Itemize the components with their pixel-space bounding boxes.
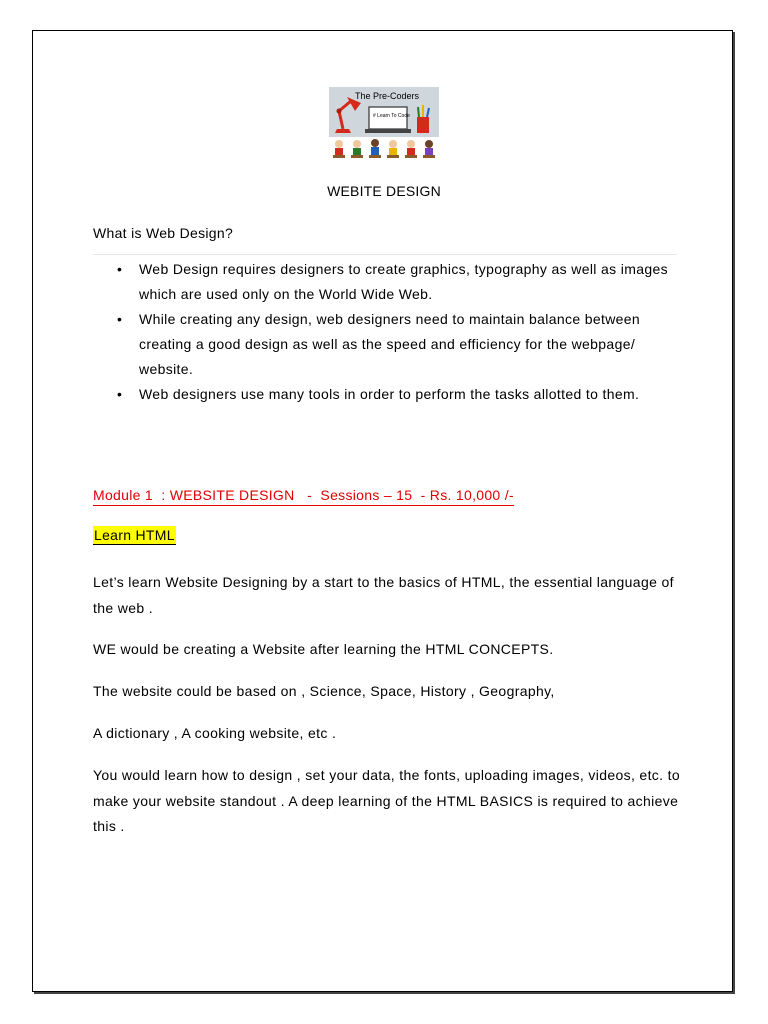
- page-border: [32, 30, 733, 992]
- bullet-text: Web designers use many tools in order to perform the tasks allotted to them.: [139, 386, 640, 402]
- lamp-laptop-kids-logo-icon: [329, 87, 439, 164]
- paragraph-intro: Let’s learn Website Designing by a start to the basics of HTML, the essential language of the web .: [93, 574, 674, 616]
- paragraph-website: WE would be creating a Website after learning the HTML CONCEPTS.: [93, 641, 554, 657]
- learn-html-heading: Learn HTML: [94, 527, 175, 543]
- logo-caption: The Pre-Coders: [355, 91, 420, 101]
- bullet-text: While creating any design, web designers need to maintain balance between creating a good design as well as the speed and efficiency for the webpage/ website.: [139, 311, 641, 377]
- list-item: [93, 382, 683, 407]
- list-item: [93, 307, 683, 382]
- section-question-heading: What is Web Design?: [93, 225, 234, 241]
- divider: [93, 254, 677, 255]
- module-heading: Module 1 : WEBSITE DESIGN - Sessions – 15 - Rs. 10,000 /-: [93, 486, 514, 506]
- paragraph-topics: The website could be based on , Science, Space, History , Geography,: [93, 683, 555, 699]
- paragraph-examples: A dictionary , A cooking website, etc .: [93, 725, 337, 741]
- paragraph-learn: You would learn how to design , set your data, the fonts, uploading images, videos, etc. to make your website standout . A deep learning of the HTML BASICS is required to achieve this .: [93, 767, 681, 834]
- logo-screen-text: # Learn To Code: [373, 113, 410, 119]
- document-title: WEBITE DESIGN: [327, 183, 441, 199]
- bullet-icon: •: [117, 261, 123, 277]
- bullet-list: [93, 257, 683, 407]
- bullet-text: Web Design requires designers to create graphics, typography as well as images which are used only on the World Wide Web.: [139, 261, 668, 302]
- list-item: [93, 257, 683, 307]
- pre-coders-logo: [329, 87, 439, 164]
- bullet-icon: •: [117, 311, 123, 327]
- bullet-icon: •: [117, 386, 123, 402]
